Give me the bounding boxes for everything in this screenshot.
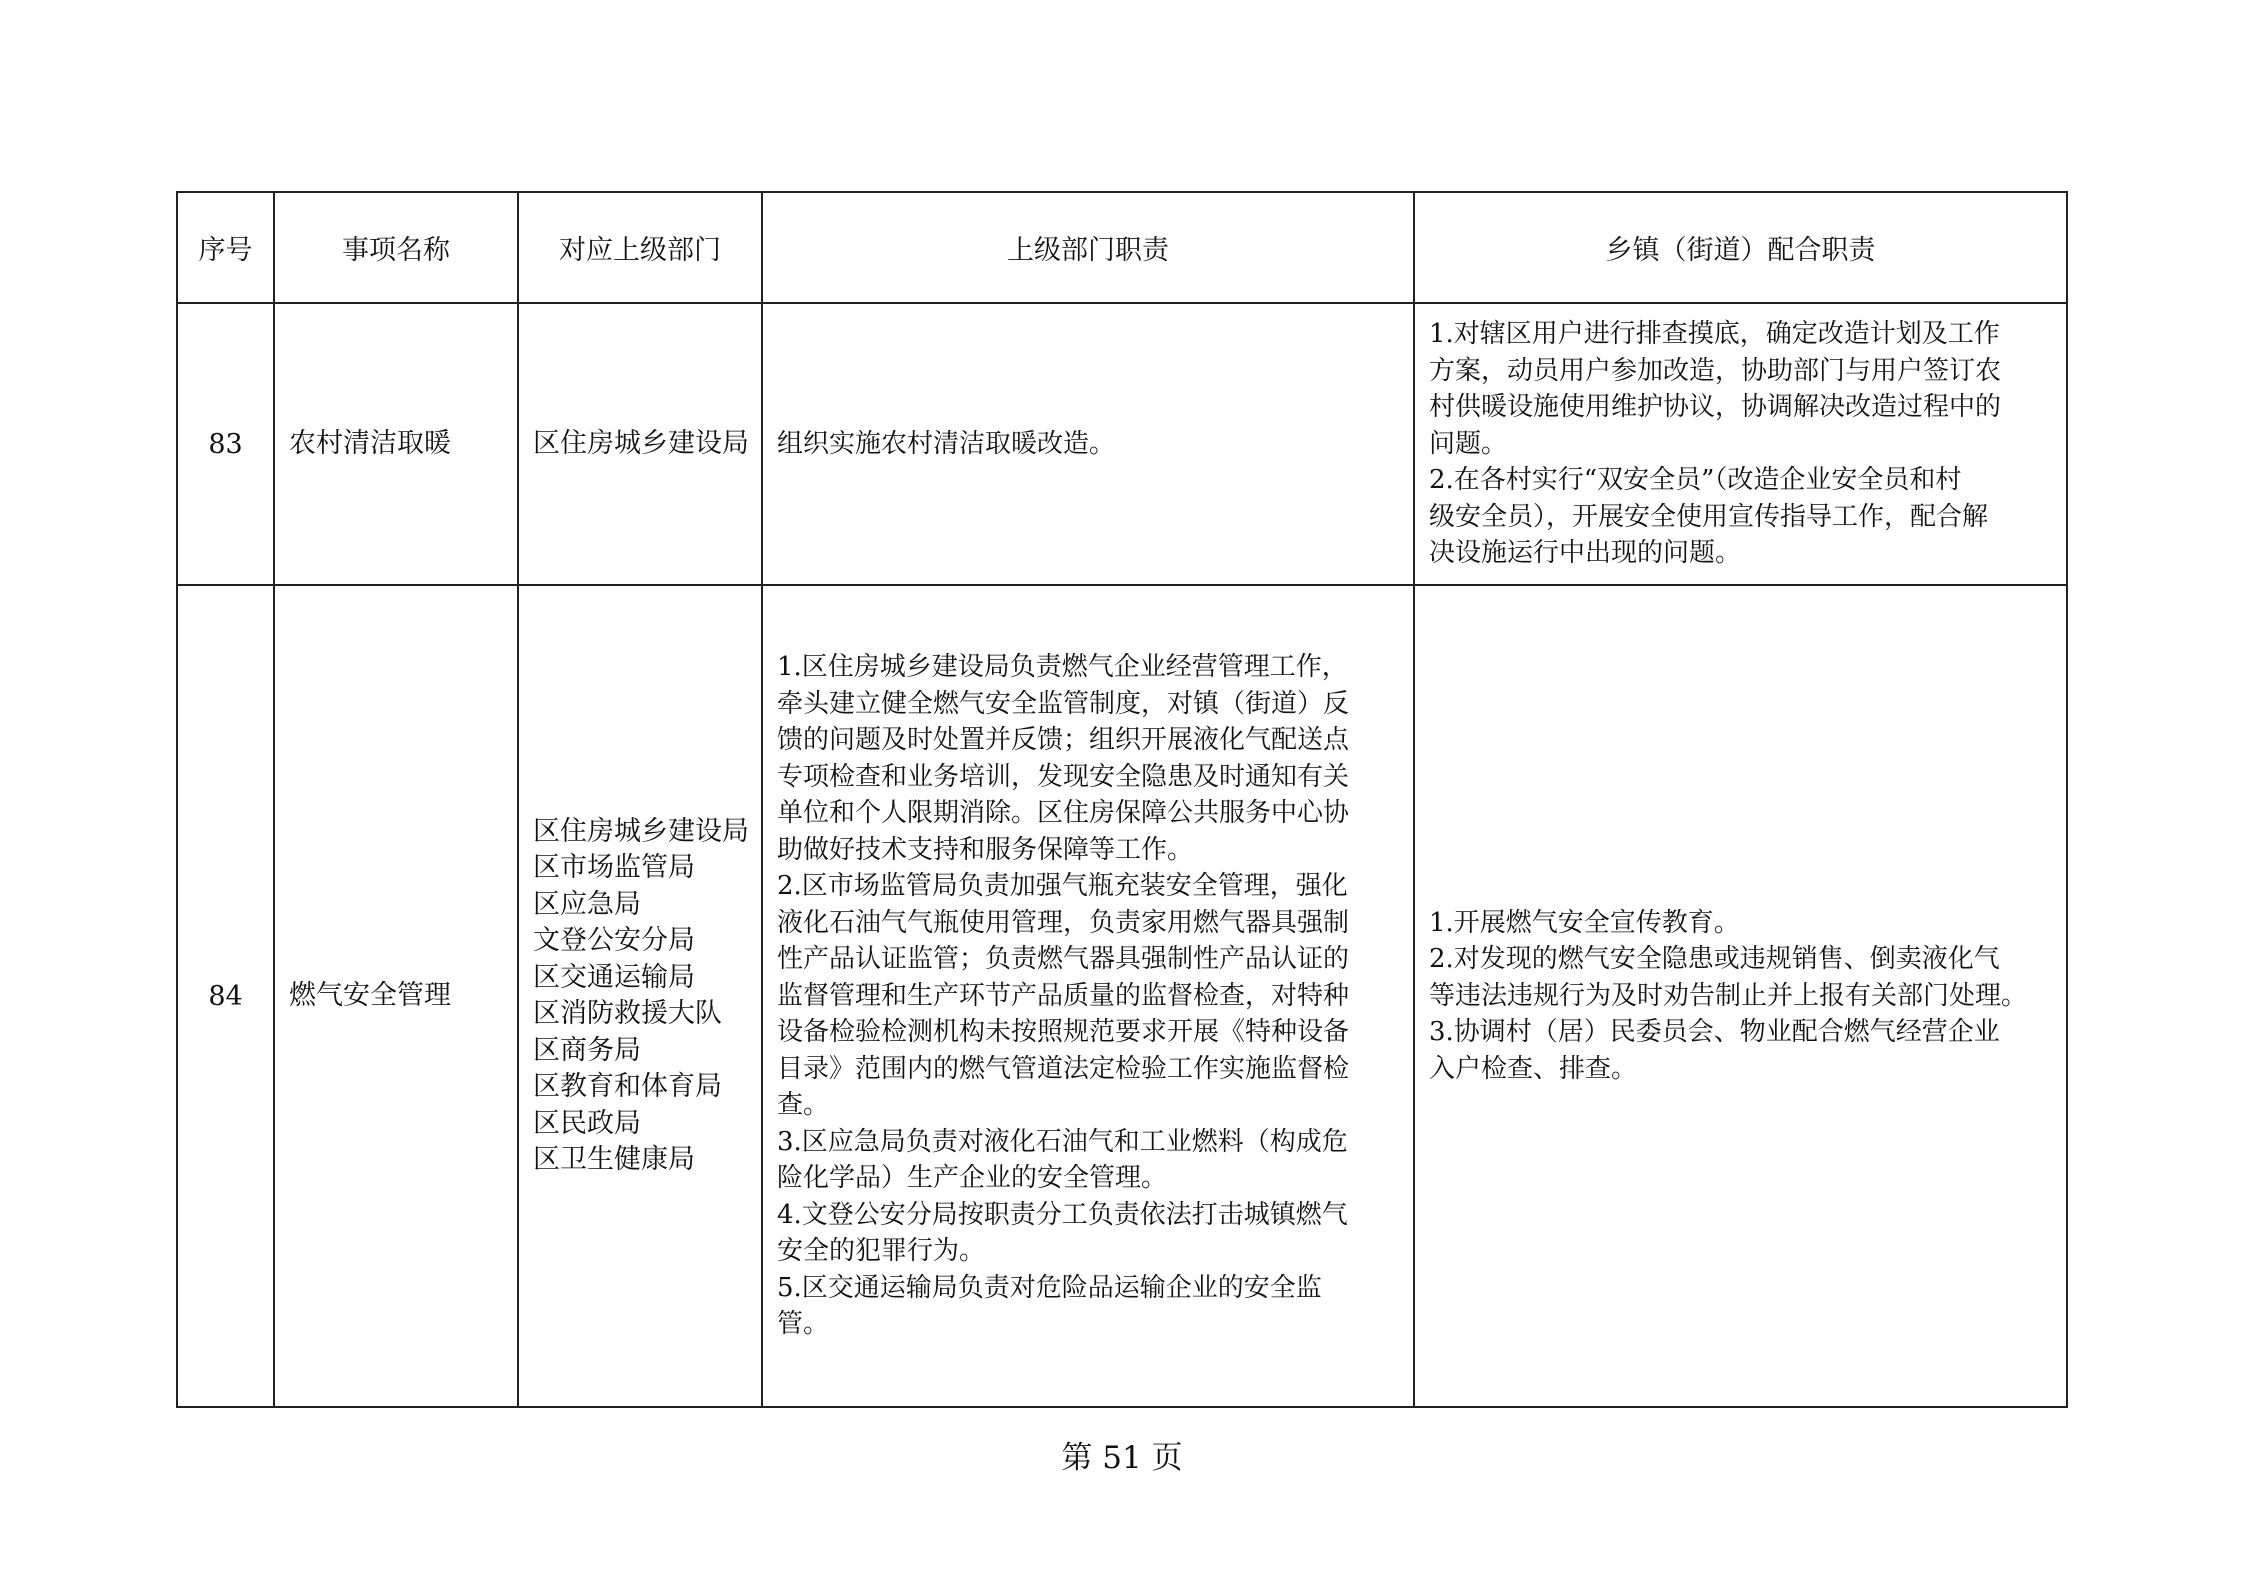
header-seq: 序号 [177,192,274,303]
header-item-name: 事项名称 [274,192,518,303]
dept-line: 文登公安分局 [533,925,695,956]
coop-line: 级安全员），开展安全使用宣传指导工作，配合解 [1429,501,1989,532]
dept-line: 区商务局 [533,1034,641,1066]
duty-line: 性产品认证监管；负责燃气器具强制性产品认证的 [777,944,1350,975]
row-item-name: 燃气安全管理 [274,585,518,1407]
dept-line: 区应急局 [533,888,641,920]
duty-line: 管。 [777,1309,830,1340]
coop-line: 方案，动员用户参加改造，协助部门与用户签订农 [1429,355,2002,386]
row-superior-duty [762,303,1414,585]
header-superior-dept: 对应上级部门 [518,192,762,303]
duty-line: 4.文登公安分局按职责分工负责依法打击城镇燃气 [777,1199,1348,1230]
row-superior-dept [518,303,762,585]
row-town-coop-duty [1414,585,2067,1407]
row-superior-duty [762,585,1414,1407]
duty-table [176,191,2068,1408]
row-seq: 83 [177,303,274,585]
duty-line: 目录》范围内的燃气管道法定检验工作实施监督检 [777,1053,1350,1084]
duty-line: 安全的犯罪行为。 [777,1236,986,1267]
duty-line: 组织实施农村清洁取暖改造。 [777,428,1116,459]
duty-line: 单位和个人限期消除。区住房保障公共服务中心协 [777,798,1350,829]
page-number: 第 51 页 [1061,1440,1183,1476]
dept-line: 区卫生健康局 [533,1144,695,1175]
coop-line: 村供暖设施使用维护协议，协调解决改造过程中的 [1429,392,2002,423]
duty-line: 助做好技术支持和服务保障等工作。 [777,834,1194,865]
coop-line: 入户检查、排查。 [1429,1053,1638,1084]
duty-line: 设备检验检测机构未按照规范要求开展《特种设备 [777,1017,1350,1048]
row-item-name: 农村清洁取暖 [274,303,518,585]
coop-line: 1.对辖区用户进行排查摸底，确定改造计划及工作 [1429,319,2000,350]
duty-line: 馈的问题及时处置并反馈；组织开展液化气配送点 [777,725,1350,756]
coop-line: 决设施运行中出现的问题。 [1429,538,1742,569]
dept-line: 区住房城乡建设局 [533,815,749,847]
table-header-row [177,192,2067,303]
duty-line: 2.区市场监管局负责加强气瓶充装安全管理，强化 [777,871,1348,902]
coop-line: 3.协调村（居）民委员会、物业配合燃气经营企业 [1429,1017,2000,1048]
duty-line: 查。 [777,1090,830,1121]
coop-line: 等违法违规行为及时劝告制止并上报有关部门处理。 [1429,980,2028,1011]
coop-line: 问题。 [1429,428,1508,459]
row-town-coop-duty [1414,303,2067,585]
table-row [177,303,2067,585]
duty-line: 专项检查和业务培训，发现安全隐患及时通知有关 [777,761,1350,792]
duty-line: 液化石油气气瓶使用管理，负责家用燃气器具强制 [777,907,1350,938]
coop-line: 2.在各村实行“双安全员”（改造企业安全员和村 [1429,465,1962,496]
header-superior-duty: 上级部门职责 [762,192,1414,303]
duty-line: 监督管理和生产环节产品质量的监督检查，对特种 [777,980,1350,1011]
dept-line: 区市场监管局 [533,852,695,883]
coop-line: 2.对发现的燃气安全隐患或违规销售、倒卖液化气 [1429,944,2000,975]
duty-line: 3.区应急局负责对液化石油气和工业燃料（构成危 [777,1126,1348,1157]
duty-line: 牵头建立健全燃气安全监管制度，对镇（街道）反 [777,688,1350,719]
dept-line: 区教育和体育局 [533,1071,722,1102]
row-seq: 84 [177,585,274,1407]
duty-line: 5.区交通运输局负责对危险品运输企业的安全监 [777,1272,1322,1303]
duty-line: 1.区住房城乡建设局负责燃气企业经营管理工作， [777,652,1348,683]
row-superior-dept [518,585,762,1407]
duty-line: 险化学品）生产企业的安全管理。 [777,1163,1168,1194]
dept-line: 区住房城乡建设局 [533,427,749,459]
dept-line: 区民政局 [533,1107,641,1139]
dept-line: 区交通运输局 [533,961,695,993]
table-row [177,585,2067,1407]
header-town-coop-duty: 乡镇（街道）配合职责 [1414,192,2067,303]
coop-line: 1.开展燃气安全宣传教育。 [1429,907,1740,938]
dept-line: 区消防救援大队 [533,998,722,1029]
